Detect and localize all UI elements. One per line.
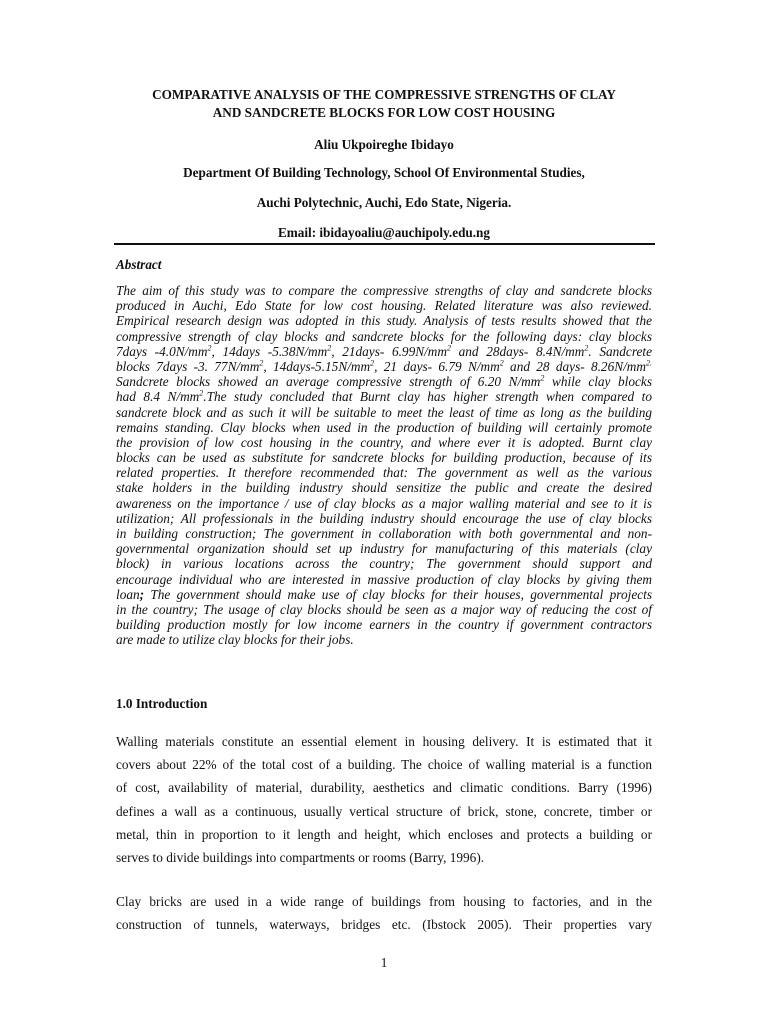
introduction-paragraph bbox=[116, 890, 652, 936]
abstract-text: in building construction; The government in collaboration with both governmental and non- bbox=[116, 526, 652, 541]
abstract-text: Sandcrete blocks showed an average compressive strength of 6.20 N/mm bbox=[116, 374, 541, 390]
abstract-line bbox=[116, 511, 652, 526]
abstract-text: The government should make use of clay blocks for their houses, governmental projects bbox=[144, 586, 652, 602]
abstract-line bbox=[116, 298, 652, 313]
page-number: 1 bbox=[380, 955, 388, 970]
abstract-text: 7days -4.0N/mm bbox=[116, 343, 208, 359]
abstract-text: Empirical research design was adopted in this study. Analysis of tests results showed that the bbox=[116, 313, 652, 329]
abstract-text: while clay blocks bbox=[544, 374, 652, 390]
title-line: AND SANDCRETE BLOCKS FOR LOW COST HOUSING bbox=[212, 105, 556, 120]
abstract-line bbox=[116, 313, 652, 328]
abstract-line bbox=[116, 465, 652, 480]
abstract-line bbox=[116, 572, 652, 587]
abstract-text: governmental organization should set up industry for manufacturing of this materials (clay bbox=[116, 541, 652, 557]
header-rule bbox=[114, 243, 655, 245]
abstract-text: loan bbox=[116, 586, 140, 602]
abstract-text: and 28 days- 8.26N/mm bbox=[503, 358, 646, 374]
superscript: 2 bbox=[370, 358, 375, 368]
abstract-text: utilization; All professionals in the building industry should encourage the use of clay blocks bbox=[116, 510, 652, 526]
introduction-line: defines a wall as a continuous, usually vertical structure of brick, stone, concrete, timber or bbox=[116, 803, 652, 819]
superscript: 2 bbox=[259, 358, 264, 368]
abstract-line bbox=[116, 435, 652, 450]
bold-text: ; bbox=[139, 586, 145, 602]
abstract-text: , 14days-5.15N/mm bbox=[263, 358, 371, 374]
abstract-line bbox=[116, 602, 652, 617]
author-name: Aliu Ukpoireghe Ibidayo bbox=[314, 137, 454, 152]
abstract-text: awareness on the importance / use of clay blocks as a major walling material and see to it is bbox=[116, 495, 652, 511]
abstract-line bbox=[116, 420, 652, 435]
abstract-text: had 8.4 N/mm bbox=[116, 389, 200, 405]
abstract-line bbox=[116, 526, 652, 541]
superscript: 2 bbox=[584, 343, 589, 353]
superscript: 2. bbox=[646, 358, 652, 368]
abstract-line bbox=[116, 344, 652, 359]
superscript: 2 bbox=[327, 343, 332, 353]
paper-title bbox=[100, 86, 668, 122]
abstract-text: the provision of low cost housing in the country, and where ever it is adopted. Burnt clay bbox=[116, 434, 652, 450]
abstract-heading: Abstract bbox=[116, 257, 162, 272]
introduction-paragraph bbox=[116, 730, 652, 869]
introduction-line: Clay bricks are used in a wide range of buildings from housing to factories, and in the bbox=[116, 894, 652, 909]
abstract-text: , 14days -5.38N/mm bbox=[211, 343, 328, 359]
section-heading-introduction: 1.0 Introduction bbox=[116, 696, 208, 711]
abstract-text: produced in Auchi, Edo State for low cost housing. Related literature was also reviewed. bbox=[116, 298, 652, 314]
superscript: 2 bbox=[207, 343, 212, 353]
abstract-text: The aim of this study was to compare the compressive strengths of clay and sandcrete blocks bbox=[116, 283, 652, 298]
abstract-line bbox=[116, 556, 652, 571]
abstract-line bbox=[116, 283, 652, 298]
superscript: 2 bbox=[499, 358, 504, 368]
abstract-line bbox=[116, 480, 652, 495]
abstract-text: building production mostly for low income earners in the country if government contractors bbox=[116, 617, 652, 633]
abstract-text: blocks 7days -3. 77N/mm bbox=[116, 358, 260, 374]
introduction-line: serves to divide buildings into compartments or rooms (Barry, 1996). bbox=[116, 849, 485, 865]
introduction-line: of cost, availability of material, durability, aesthetics and climatic conditions. Barry (1996) bbox=[116, 780, 652, 796]
abstract-text: .The study concluded that Burnt clay has higher strength when compared to bbox=[203, 389, 652, 405]
abstract-body bbox=[116, 283, 652, 648]
abstract-text: encourage individual who are interested in massive production of clay blocks by giving them bbox=[116, 571, 652, 587]
abstract-text: in the country; The usage of clay blocks should be seen as a major way of reducing the cost of bbox=[116, 601, 652, 617]
title-line: COMPARATIVE ANALYSIS OF THE COMPRESSIVE STRENGTHS OF CLAY bbox=[152, 87, 616, 102]
superscript: 2 bbox=[199, 388, 204, 398]
introduction-line: construction of tunnels, waterways, bridges etc. (Ibstock 2005). Their properties vary bbox=[116, 917, 652, 933]
abstract-text: , 21 days- 6.79 N/mm bbox=[374, 358, 500, 374]
abstract-text: sandcrete block and as such it will be suitable to meet the least of time as long as the building bbox=[116, 404, 652, 420]
abstract-text: , 21days- 6.99N/mm bbox=[331, 343, 447, 359]
abstract-text: blocks can be used as substitute for sandcrete blocks for building production, because of its bbox=[116, 450, 652, 466]
abstract-text: block) in various locations across the country; The government should support and bbox=[116, 556, 652, 572]
introduction-line: metal, thin in proportion to it length and height, which encloses and protects a building or bbox=[116, 826, 652, 842]
author-institution: Auchi Polytechnic, Auchi, Edo State, Nigeria. bbox=[256, 195, 512, 210]
abstract-line bbox=[116, 541, 652, 556]
abstract-line bbox=[116, 389, 652, 404]
introduction-line: Walling materials constitute an essential element in housing delivery. It is estimated that it bbox=[116, 734, 652, 749]
introduction-line: covers about 22% of the total cost of a building. The choice of walling material is a function bbox=[116, 757, 652, 773]
abstract-line bbox=[116, 374, 652, 389]
abstract-line bbox=[116, 359, 652, 374]
abstract-line bbox=[116, 329, 652, 344]
abstract-line bbox=[116, 405, 652, 420]
abstract-line bbox=[116, 632, 652, 647]
superscript: 2 bbox=[446, 343, 451, 353]
abstract-line bbox=[116, 450, 652, 465]
abstract-line bbox=[116, 617, 652, 632]
abstract-line bbox=[116, 587, 652, 602]
superscript: 2 bbox=[540, 373, 545, 383]
abstract-text: are made to utilize clay blocks for their jobs. bbox=[116, 632, 354, 648]
author-email: Email: ibidayoaliu@auchipoly.edu.ng bbox=[278, 225, 490, 240]
abstract-text: related properties. It therefore recommended that: The government as well as the various bbox=[116, 465, 652, 481]
author-department: Department Of Building Technology, School Of Environmental Studies, bbox=[183, 165, 585, 180]
abstract-text: compressive strength of clay blocks and sandcrete blocks for the following days: clay blocks bbox=[116, 328, 652, 344]
abstract-text: stake holders in the building industry should sensitize the public and create the desired bbox=[116, 480, 652, 496]
abstract-text: and 28days- 8.4N/mm bbox=[450, 343, 585, 359]
abstract-text: . Sandcrete bbox=[588, 343, 653, 359]
abstract-line bbox=[116, 496, 652, 511]
abstract-text: remains standing. Clay blocks when used in the production of building will certainly promote bbox=[116, 419, 652, 435]
